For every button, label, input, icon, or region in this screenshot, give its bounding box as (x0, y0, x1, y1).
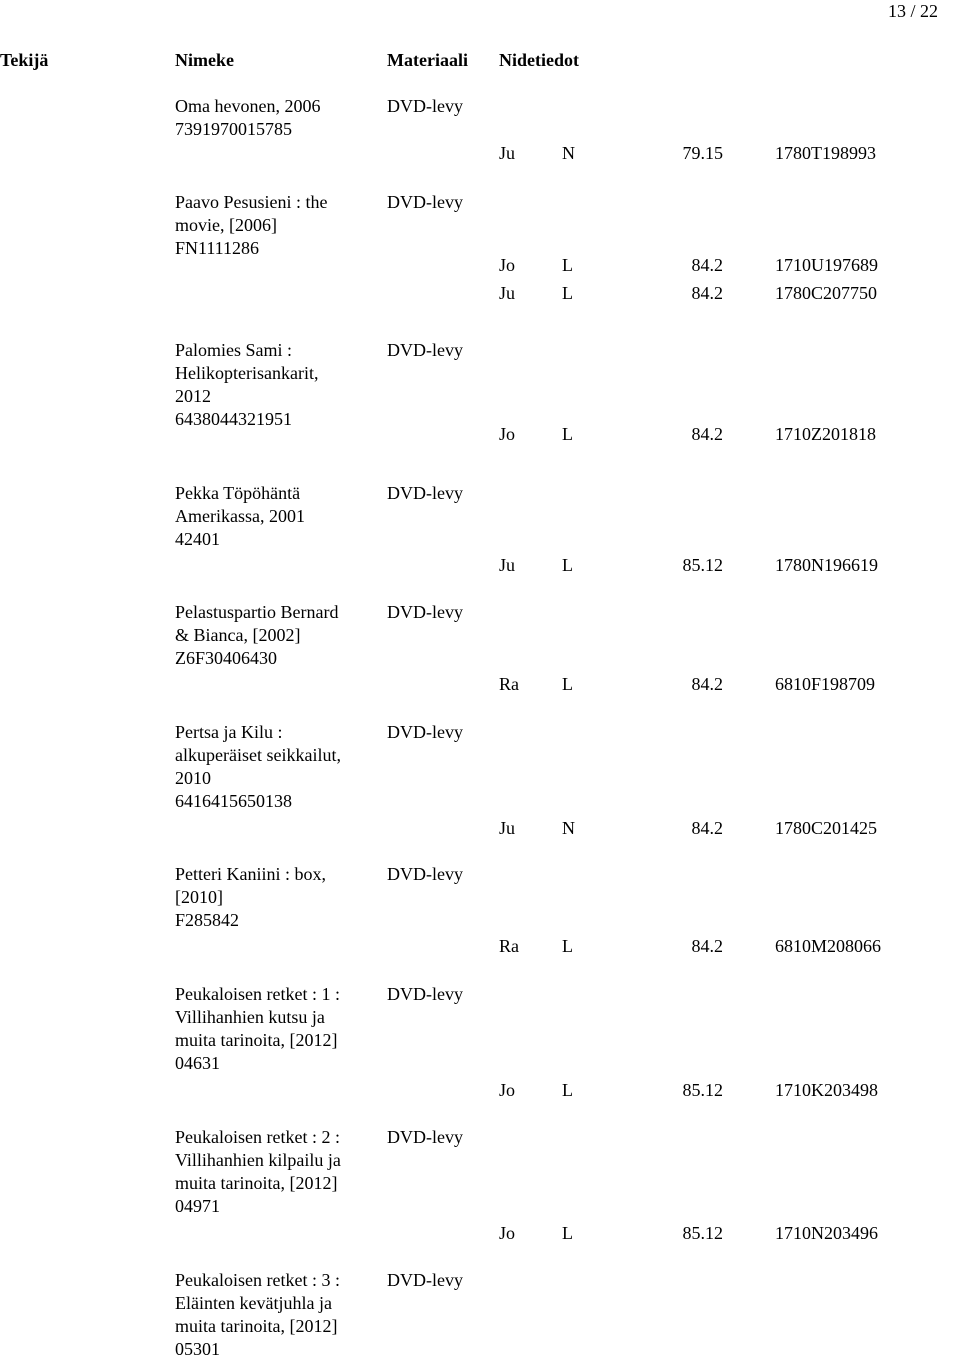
entry-title (175, 191, 375, 260)
holding-row (0, 1222, 960, 1245)
holding-row (0, 282, 960, 305)
entry-title-line: 6438044321951 (175, 409, 292, 429)
entry-title-line: 04971 (175, 1196, 220, 1216)
holding-loan-type: L (562, 936, 573, 956)
holding-class: 84.2 (691, 255, 723, 275)
entry-title-line: Palomies Sami : (175, 340, 292, 360)
holding-class: 79.15 (682, 143, 723, 163)
holding-loan-type: L (562, 283, 573, 303)
holding-barcode: 6810M208066 (775, 936, 882, 956)
holding-row (0, 935, 960, 958)
entry-title-line: Villihanhien kilpailu ja (175, 1150, 341, 1170)
entry-title-line: 6416415650138 (175, 791, 292, 811)
entry-title-line: F285842 (175, 910, 240, 930)
holding-barcode: 1710U197689 (775, 255, 878, 275)
entry-title-line: Eläinten kevätjuhla ja (175, 1293, 332, 1313)
holding-location: Ju (499, 283, 516, 303)
holding-barcode: 1780C207750 (775, 283, 878, 303)
entry-title (175, 339, 375, 431)
holding-row (0, 817, 960, 840)
entry-title (175, 482, 375, 551)
entry-title (175, 95, 375, 141)
entry-title-line: Pekka Töpöhäntä (175, 483, 301, 503)
holding-loan-type: L (562, 424, 573, 444)
entry-title-line: Helikopterisankarit, (175, 363, 319, 383)
holding-row (0, 254, 960, 277)
column-header-material: Materiaali (387, 50, 468, 70)
entry-title-line: 7391970015785 (175, 119, 292, 139)
holding-location: Ju (499, 143, 516, 163)
entry-title-line: 42401 (175, 529, 220, 549)
holding-class: 84.2 (691, 674, 723, 694)
entry-title-line: Peukaloisen retket : 3 : (175, 1270, 340, 1290)
holding-location: Jo (499, 1223, 516, 1243)
entry-title-line: movie, [2006] (175, 215, 277, 235)
holding-loan-type: L (562, 1080, 573, 1100)
entry-title (175, 863, 375, 932)
holding-location: Ra (499, 936, 519, 956)
entry-material: DVD-levy (387, 483, 463, 503)
entry-title-line: Z6F30406430 (175, 648, 278, 668)
entry-title (175, 1126, 375, 1218)
entry-title-line: Pelastuspartio Bernard (175, 602, 339, 622)
entry-title-line: Peukaloisen retket : 1 : (175, 984, 340, 1004)
holding-barcode: 1780N196619 (775, 555, 878, 575)
holding-class: 85.12 (682, 1080, 723, 1100)
column-header-title: Nimeke (175, 50, 234, 70)
holding-barcode: 1710Z201818 (775, 424, 876, 444)
holding-barcode: 1780C201425 (775, 818, 878, 838)
holding-class: 84.2 (691, 936, 723, 956)
holding-row (0, 142, 960, 165)
holding-loan-type: N (562, 818, 575, 838)
entry-title-line: [2010] (175, 887, 223, 907)
entry-title (175, 721, 375, 813)
entry-material: DVD-levy (387, 602, 463, 622)
entry-title-line: & Bianca, [2002] (175, 625, 301, 645)
holding-barcode: 1780T198993 (775, 143, 876, 163)
holding-barcode: 1710N203496 (775, 1223, 878, 1243)
entry-title-line: Paavo Pesusieni : the (175, 192, 328, 212)
holding-loan-type: N (562, 143, 575, 163)
entry-material: DVD-levy (387, 722, 463, 742)
entry-title-line: 04631 (175, 1053, 220, 1073)
entry-title-line: Villihanhien kutsu ja (175, 1007, 325, 1027)
entry-title (175, 1269, 375, 1361)
entry-material: DVD-levy (387, 1270, 463, 1290)
entry-title (175, 983, 375, 1075)
holding-loan-type: L (562, 555, 573, 575)
entry-title-line: 2010 (175, 768, 211, 788)
entry-title-line: FN1111286 (175, 238, 260, 258)
entry-material: DVD-levy (387, 192, 463, 212)
column-header-holdings: Nidetiedot (499, 50, 579, 70)
holding-location: Jo (499, 1080, 516, 1100)
entry-title-line: Peukaloisen retket : 2 : (175, 1127, 340, 1147)
holding-barcode: 6810F198709 (775, 674, 876, 694)
holding-loan-type: L (562, 255, 573, 275)
holding-class: 84.2 (691, 818, 723, 838)
column-header-author: Tekijä (0, 50, 49, 70)
entry-material: DVD-levy (387, 340, 463, 360)
holding-class: 85.12 (682, 1223, 723, 1243)
holding-location: Ra (499, 674, 519, 694)
holding-class: 84.2 (691, 424, 723, 444)
entry-title-line: alkuperäiset seikkailut, (175, 745, 341, 765)
holding-row (0, 554, 960, 577)
holding-row (0, 1079, 960, 1102)
entry-title-line: 05301 (175, 1339, 220, 1359)
holding-location: Jo (499, 255, 516, 275)
entry-title (175, 601, 375, 670)
holding-barcode: 1710K203498 (775, 1080, 878, 1100)
holding-location: Jo (499, 424, 516, 444)
holding-class: 85.12 (682, 555, 723, 575)
entry-title-line: muita tarinoita, [2012] (175, 1316, 338, 1336)
holding-location: Ju (499, 818, 516, 838)
holding-location: Ju (499, 555, 516, 575)
entry-title-line: muita tarinoita, [2012] (175, 1173, 338, 1193)
entry-material: DVD-levy (387, 864, 463, 884)
holding-row (0, 423, 960, 446)
entry-title-line: 2012 (175, 386, 211, 406)
entry-material: DVD-levy (387, 96, 463, 116)
page-number: 13 / 22 (887, 1, 938, 21)
holding-class: 84.2 (691, 283, 723, 303)
holding-loan-type: L (562, 674, 573, 694)
entry-title-line: Petteri Kaniini : box, (175, 864, 326, 884)
entry-title-line: Oma hevonen, 2006 (175, 96, 321, 116)
entry-material: DVD-levy (387, 984, 463, 1004)
entry-title-line: Pertsa ja Kilu : (175, 722, 283, 742)
holding-loan-type: L (562, 1223, 573, 1243)
entry-title-line: muita tarinoita, [2012] (175, 1030, 338, 1050)
entry-title-line: Amerikassa, 2001 (175, 506, 305, 526)
entry-material: DVD-levy (387, 1127, 463, 1147)
holding-row (0, 673, 960, 696)
